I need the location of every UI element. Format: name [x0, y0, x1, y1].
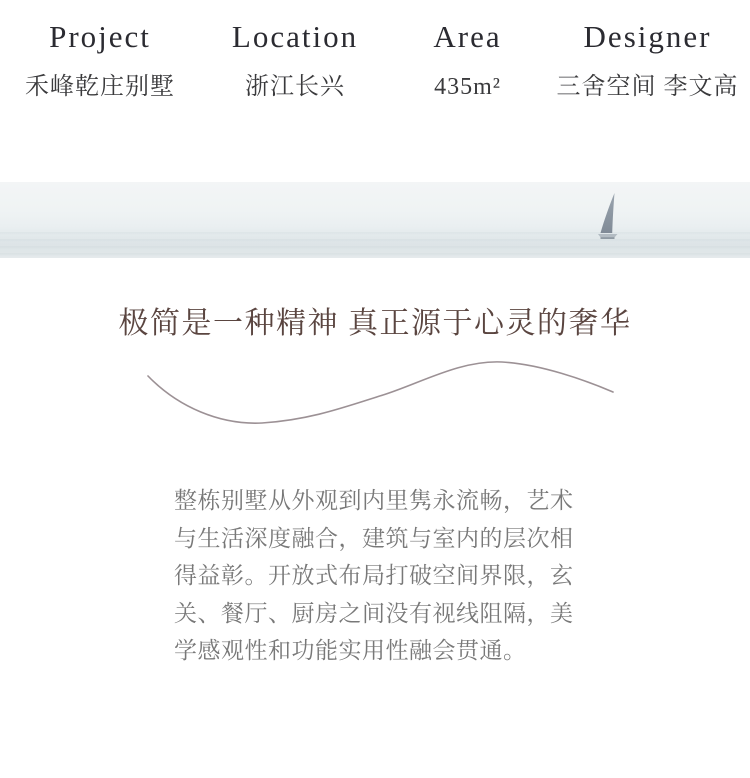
info-label-location: Location [231, 19, 359, 54]
info-label-area: Area [433, 19, 502, 54]
sea-banner-image [0, 182, 750, 258]
info-col-designer [545, 16, 750, 130]
info-col-location [200, 16, 390, 130]
info-col-area [390, 16, 545, 130]
info-value-location: 浙江长兴 [245, 74, 345, 100]
wave-divider-line [130, 355, 630, 435]
project-info-header [0, 0, 750, 130]
info-value-designer: 三舍空间 李文高 [556, 74, 739, 100]
headline: 极简是一种精神 真正源于心灵的奢华 [118, 307, 632, 340]
water-texture [0, 232, 750, 258]
sailboat-icon [596, 192, 620, 240]
info-col-project [0, 16, 200, 130]
info-label-project: Project [49, 19, 151, 54]
body-paragraph: 整栋别墅从外观到内里隽永流畅，艺术与生活深度融合，建筑与室内的层次相得益彰。开放式布局打破空间界限，玄关、餐厅、厨房之间没有视线阻隔，美学感观性和功能实用性融会贯通。 [174, 487, 574, 663]
info-value-project: 禾峰乾庄别墅 [25, 74, 175, 100]
info-label-designer: Designer [583, 19, 712, 54]
info-value-area: 435m² [434, 74, 501, 100]
